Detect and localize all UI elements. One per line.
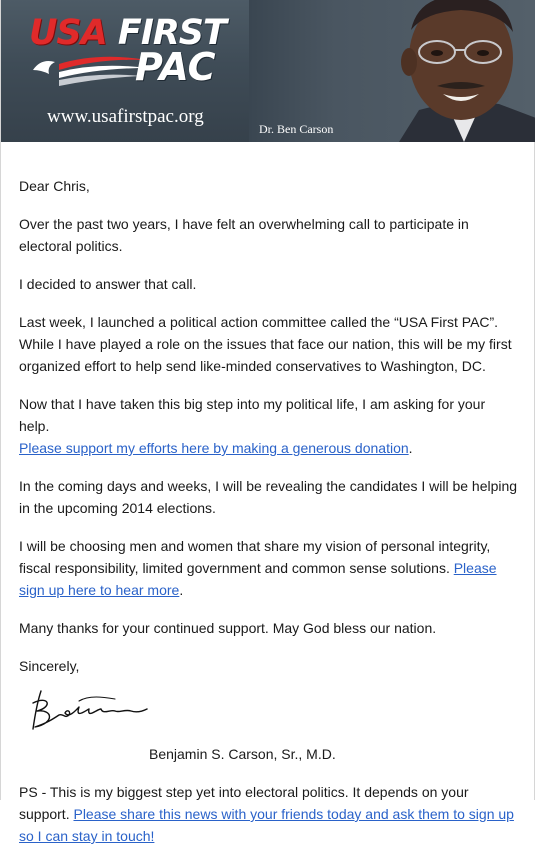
logo-word-first: FIRST <box>117 13 226 53</box>
photo-caption: Dr. Ben Carson <box>259 122 334 136</box>
website-url[interactable]: www.usafirstpac.org <box>47 106 204 127</box>
handwritten-signature <box>19 679 519 743</box>
paragraph-1: Over the past two years, I have felt an overwhelming call to participate in electoral politics. <box>19 216 469 254</box>
donate-link[interactable]: Please support my efforts here by making a generous donation <box>19 440 409 456</box>
logo-word-usa: USA <box>29 13 107 53</box>
signer-name: Benjamin S. Carson, Sr., M.D. <box>149 746 336 762</box>
closing: Sincerely, <box>19 658 80 674</box>
paragraph-6-text: I will be choosing men and women that share my vision of personal integrity, fiscal responsibility, limited government and common sense solutions. <box>19 538 491 576</box>
share-link[interactable]: Please share this news with your friends today and ask them to sign up so I can stay in touch! <box>19 806 514 844</box>
portrait-silhouette <box>249 0 535 142</box>
paragraph-3: Last week, I launched a political action committee called the “USA First PAC”. While I have played a role on the issues that face our nation, this will be my first organized effort to help send like-minded conservatives to Washington, DC. <box>19 314 512 374</box>
paragraph-4-text: Now that I have taken this big step into my political life, I am asking for your help. <box>19 396 486 434</box>
postscript <box>19 781 519 847</box>
paragraph-6 <box>19 535 519 601</box>
greeting: Dear Chris, <box>19 178 90 194</box>
paragraph-6-end: . <box>179 582 184 598</box>
signature-image <box>19 679 159 739</box>
paragraph-5: In the coming days and weeks, I will be revealing the candidates I will be helping in the upcoming 2014 elections. <box>19 478 518 516</box>
eagle-swoosh-icon <box>29 48 149 88</box>
header-banner <box>1 0 535 142</box>
paragraph-7: Many thanks for your continued support. May God bless our nation. <box>19 620 437 636</box>
logo-word-pac: PAC <box>135 45 216 89</box>
postscript-text: PS - This is my biggest step yet into electoral politics. It depends on your support. <box>19 784 469 822</box>
signup-link[interactable]: Please sign up here to hear more <box>19 560 497 598</box>
paragraph-4 <box>19 393 519 459</box>
paragraph-2: I decided to answer that call. <box>19 276 197 292</box>
letter-body <box>19 175 519 847</box>
portrait-photo <box>249 0 535 142</box>
paragraph-4-end: . <box>408 440 413 456</box>
